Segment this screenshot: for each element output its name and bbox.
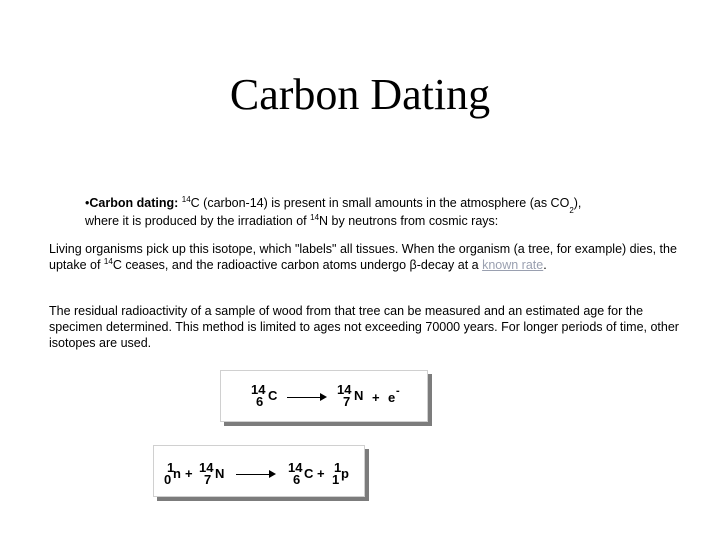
paragraph-living-organisms	[49, 241, 679, 273]
electron-symbol: e	[388, 390, 396, 405]
bullet-term: Carbon dating:	[89, 196, 179, 210]
bullet-line2-a: where it is produced by the irradiation of	[85, 214, 307, 228]
bullet-text-a: C (carbon-14) is present in small amounts in the atmosphere (as CO	[190, 196, 570, 210]
bullet-carbon-dating	[85, 194, 655, 230]
paragraph-residual-radioactivity: The residual radioactivity of a sample of wood from that tree can be measured and an estimated age for the specimen determined. This method is limited to ages not exceeding 70000 years. For longer periods of time, other isotopes are used.	[49, 304, 679, 350]
plus-sign-1: +	[185, 466, 193, 481]
para1-text-c: -decay at a	[416, 258, 479, 272]
bullet-text-b: ),	[573, 196, 582, 210]
bullet-line2-b: N by neutrons from cosmic rays:	[319, 214, 499, 228]
beta-decay-equation-box: 14 6 C 14 7 N + e -	[220, 370, 428, 422]
reaction-arrow	[287, 397, 325, 398]
para1-text-b: C ceases, and the radioactive carbon atoms undergo	[112, 258, 407, 272]
plus-sign-2: +	[317, 466, 325, 481]
beta-symbol: β	[409, 258, 417, 272]
nitrogen-capture-equation-box: 1 0 n + 14 7 N 14 6 C + 1 1 p	[153, 445, 365, 497]
carbon-mass: 14	[103, 256, 113, 266]
para1-text-a: Living organisms pick up this isotope, which "labels" all tissues. When the organism (a tree, for example) dies, the uptake of	[49, 242, 677, 272]
known-rate-link[interactable]: known rate	[482, 258, 544, 272]
plus-sign: +	[372, 390, 380, 405]
slide-title: Carbon Dating	[229, 70, 491, 119]
bullet-marker: •	[85, 196, 90, 210]
para1-text-d: .	[543, 258, 547, 272]
co2-subscript: 2	[569, 205, 574, 215]
isotope-mass: 14	[181, 194, 191, 204]
reaction-arrow	[236, 474, 274, 475]
nitrogen-mass: 14	[310, 212, 320, 222]
electron-charge: -	[396, 385, 400, 397]
